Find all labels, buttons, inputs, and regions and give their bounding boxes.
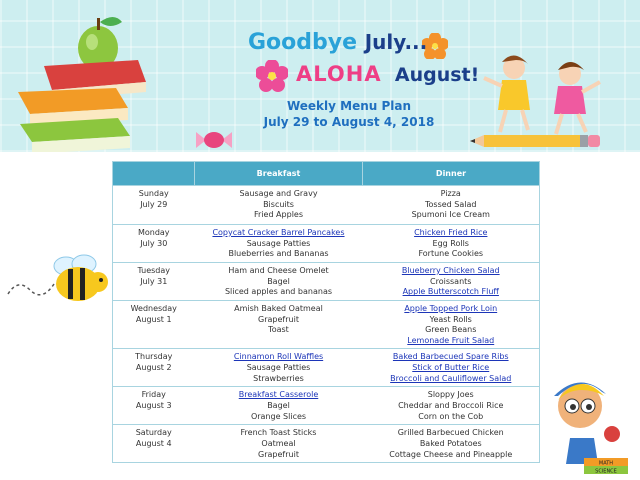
table-header-row bbox=[113, 162, 540, 186]
title-august: August! bbox=[394, 64, 480, 86]
menu-item: Croissants bbox=[430, 276, 472, 286]
menu-item: Pizza bbox=[440, 189, 461, 198]
day-cell bbox=[113, 387, 195, 425]
breakfast-cell bbox=[195, 425, 363, 463]
day-name: Wednesday bbox=[130, 304, 177, 313]
dinner-cell bbox=[363, 301, 540, 349]
book-label-math: MATH bbox=[598, 460, 614, 467]
menu-item: Cheddar and Broccoli Rice bbox=[398, 400, 504, 410]
breakfast-cell bbox=[195, 225, 363, 263]
menu-item: Biscuits bbox=[263, 199, 294, 209]
recipe-link[interactable]: Chicken Fried Rice bbox=[414, 228, 488, 237]
menu-item: Baked Potatoes bbox=[419, 438, 482, 448]
menu-item: Bagel bbox=[267, 276, 290, 286]
menu-item: Blueberries and Bananas bbox=[228, 249, 329, 259]
wrapped-candy-icon bbox=[194, 128, 234, 152]
breakfast-cell bbox=[195, 387, 363, 425]
book-label-science: SCIENCE bbox=[595, 468, 617, 475]
menu-item: Tossed Salad bbox=[425, 199, 477, 209]
breakfast-cell bbox=[195, 263, 363, 301]
breakfast-cell bbox=[195, 349, 363, 387]
hibiscus-flower-icon bbox=[256, 60, 288, 92]
menu-item: Bagel bbox=[267, 400, 290, 410]
menu-item: Oatmeal bbox=[261, 438, 296, 448]
dinner-cell bbox=[363, 425, 540, 463]
bee-icon bbox=[4, 250, 114, 312]
day-date: August 2 bbox=[135, 362, 172, 372]
menu-item: Grapefruit bbox=[258, 314, 299, 324]
header-banner bbox=[0, 0, 640, 152]
menu-item: Yeast Rolls bbox=[429, 314, 472, 324]
recipe-link[interactable]: Apple Topped Pork Loin bbox=[404, 304, 498, 313]
menu-item: Amish Baked Oatmeal bbox=[234, 304, 323, 313]
recipe-link[interactable]: Baked Barbecued Spare Ribs bbox=[392, 352, 509, 362]
two-children-running-icon bbox=[478, 52, 608, 140]
menu-item: Fortune Cookies bbox=[418, 249, 484, 259]
table-row bbox=[113, 301, 540, 349]
day-cell bbox=[113, 425, 195, 463]
menu-item: Fried Apples bbox=[253, 210, 303, 220]
day-cell bbox=[113, 263, 195, 301]
menu-item: Green Beans bbox=[425, 325, 477, 335]
table-row bbox=[113, 387, 540, 425]
breakfast-cell bbox=[195, 186, 363, 225]
menu-item: Orange Slices bbox=[250, 411, 307, 421]
day-cell bbox=[113, 301, 195, 349]
student-with-books-icon bbox=[540, 372, 636, 476]
menu-item: Egg Rolls bbox=[432, 238, 469, 248]
menu-item: Spumoni Ice Cream bbox=[411, 210, 490, 220]
dinner-cell bbox=[363, 387, 540, 425]
title-goodbye: Goodbye bbox=[248, 30, 358, 55]
day-date: August 1 bbox=[135, 314, 172, 324]
menu-item: Strawberries bbox=[253, 373, 304, 383]
weekly-menu-table bbox=[112, 161, 540, 463]
menu-item: Grilled Barbecued Chicken bbox=[397, 428, 504, 438]
column-header-breakfast: Breakfast bbox=[195, 162, 363, 186]
table-row bbox=[113, 349, 540, 387]
menu-item: Corn on the Cob bbox=[418, 411, 484, 421]
breakfast-cell bbox=[195, 301, 363, 349]
day-name: Thursday bbox=[135, 352, 173, 362]
menu-item: Toast bbox=[268, 325, 289, 335]
table-row bbox=[113, 225, 540, 263]
menu-item: Sausage Patties bbox=[246, 362, 311, 372]
dinner-cell bbox=[363, 349, 540, 387]
books-with-apple-icon bbox=[10, 8, 160, 152]
column-header-day bbox=[113, 162, 195, 186]
dinner-cell bbox=[363, 263, 540, 301]
recipe-link[interactable]: Stick of Butter Rice bbox=[412, 362, 490, 372]
recipe-link[interactable]: Lemonade Fruit Salad bbox=[407, 335, 495, 345]
day-date: July 29 bbox=[140, 199, 168, 209]
menu-item: Cottage Cheese and Pineapple bbox=[389, 449, 513, 459]
day-date: July 31 bbox=[140, 276, 168, 286]
day-name: Sunday bbox=[138, 189, 169, 198]
table-row bbox=[113, 425, 540, 463]
day-name: Friday bbox=[141, 390, 166, 400]
menu-item: Sausage and Gravy bbox=[239, 189, 318, 198]
column-header-dinner: Dinner bbox=[363, 162, 540, 186]
recipe-link[interactable]: Apple Butterscotch Fluff bbox=[402, 287, 499, 297]
recipe-link[interactable]: Copycat Cracker Barrel Pancakes bbox=[212, 228, 345, 237]
menu-item: Grapefruit bbox=[258, 449, 299, 459]
day-name: Saturday bbox=[135, 428, 172, 438]
menu-item: French Toast Sticks bbox=[240, 428, 317, 438]
day-name: Monday bbox=[137, 228, 170, 237]
day-date: August 3 bbox=[135, 400, 172, 410]
day-date: August 4 bbox=[135, 438, 172, 448]
menu-plan-title bbox=[240, 98, 458, 130]
recipe-link[interactable]: Breakfast Casserole bbox=[238, 390, 319, 400]
menu-item: Sliced apples and bananas bbox=[224, 287, 333, 297]
menu-plan-heading: Weekly Menu Plan bbox=[286, 99, 412, 113]
menu-item: Sloppy Joes bbox=[427, 390, 474, 400]
title-july: July... bbox=[364, 30, 428, 54]
title-aloha-august bbox=[296, 62, 479, 86]
day-name: Tuesday bbox=[137, 266, 171, 275]
day-cell bbox=[113, 225, 195, 263]
day-date: July 30 bbox=[140, 238, 168, 248]
recipe-link[interactable]: Broccoli and Cauliflower Salad bbox=[390, 373, 512, 383]
day-cell bbox=[113, 186, 195, 225]
menu-item: Ham and Cheese Omelet bbox=[228, 266, 329, 275]
table-row bbox=[113, 263, 540, 301]
recipe-link[interactable]: Cinnamon Roll Waffles bbox=[233, 352, 324, 362]
menu-item: Sausage Patties bbox=[246, 238, 311, 248]
menu-table-body bbox=[113, 186, 540, 463]
pencil-icon bbox=[470, 134, 602, 148]
day-cell bbox=[113, 349, 195, 387]
title-goodbye-july bbox=[248, 30, 427, 55]
menu-plan-dates: July 29 to August 4, 2018 bbox=[263, 115, 435, 129]
title-aloha: ALOHA bbox=[296, 62, 382, 86]
dinner-cell bbox=[363, 186, 540, 225]
table-row bbox=[113, 186, 540, 225]
dinner-cell bbox=[363, 225, 540, 263]
recipe-link[interactable]: Blueberry Chicken Salad bbox=[401, 266, 500, 275]
